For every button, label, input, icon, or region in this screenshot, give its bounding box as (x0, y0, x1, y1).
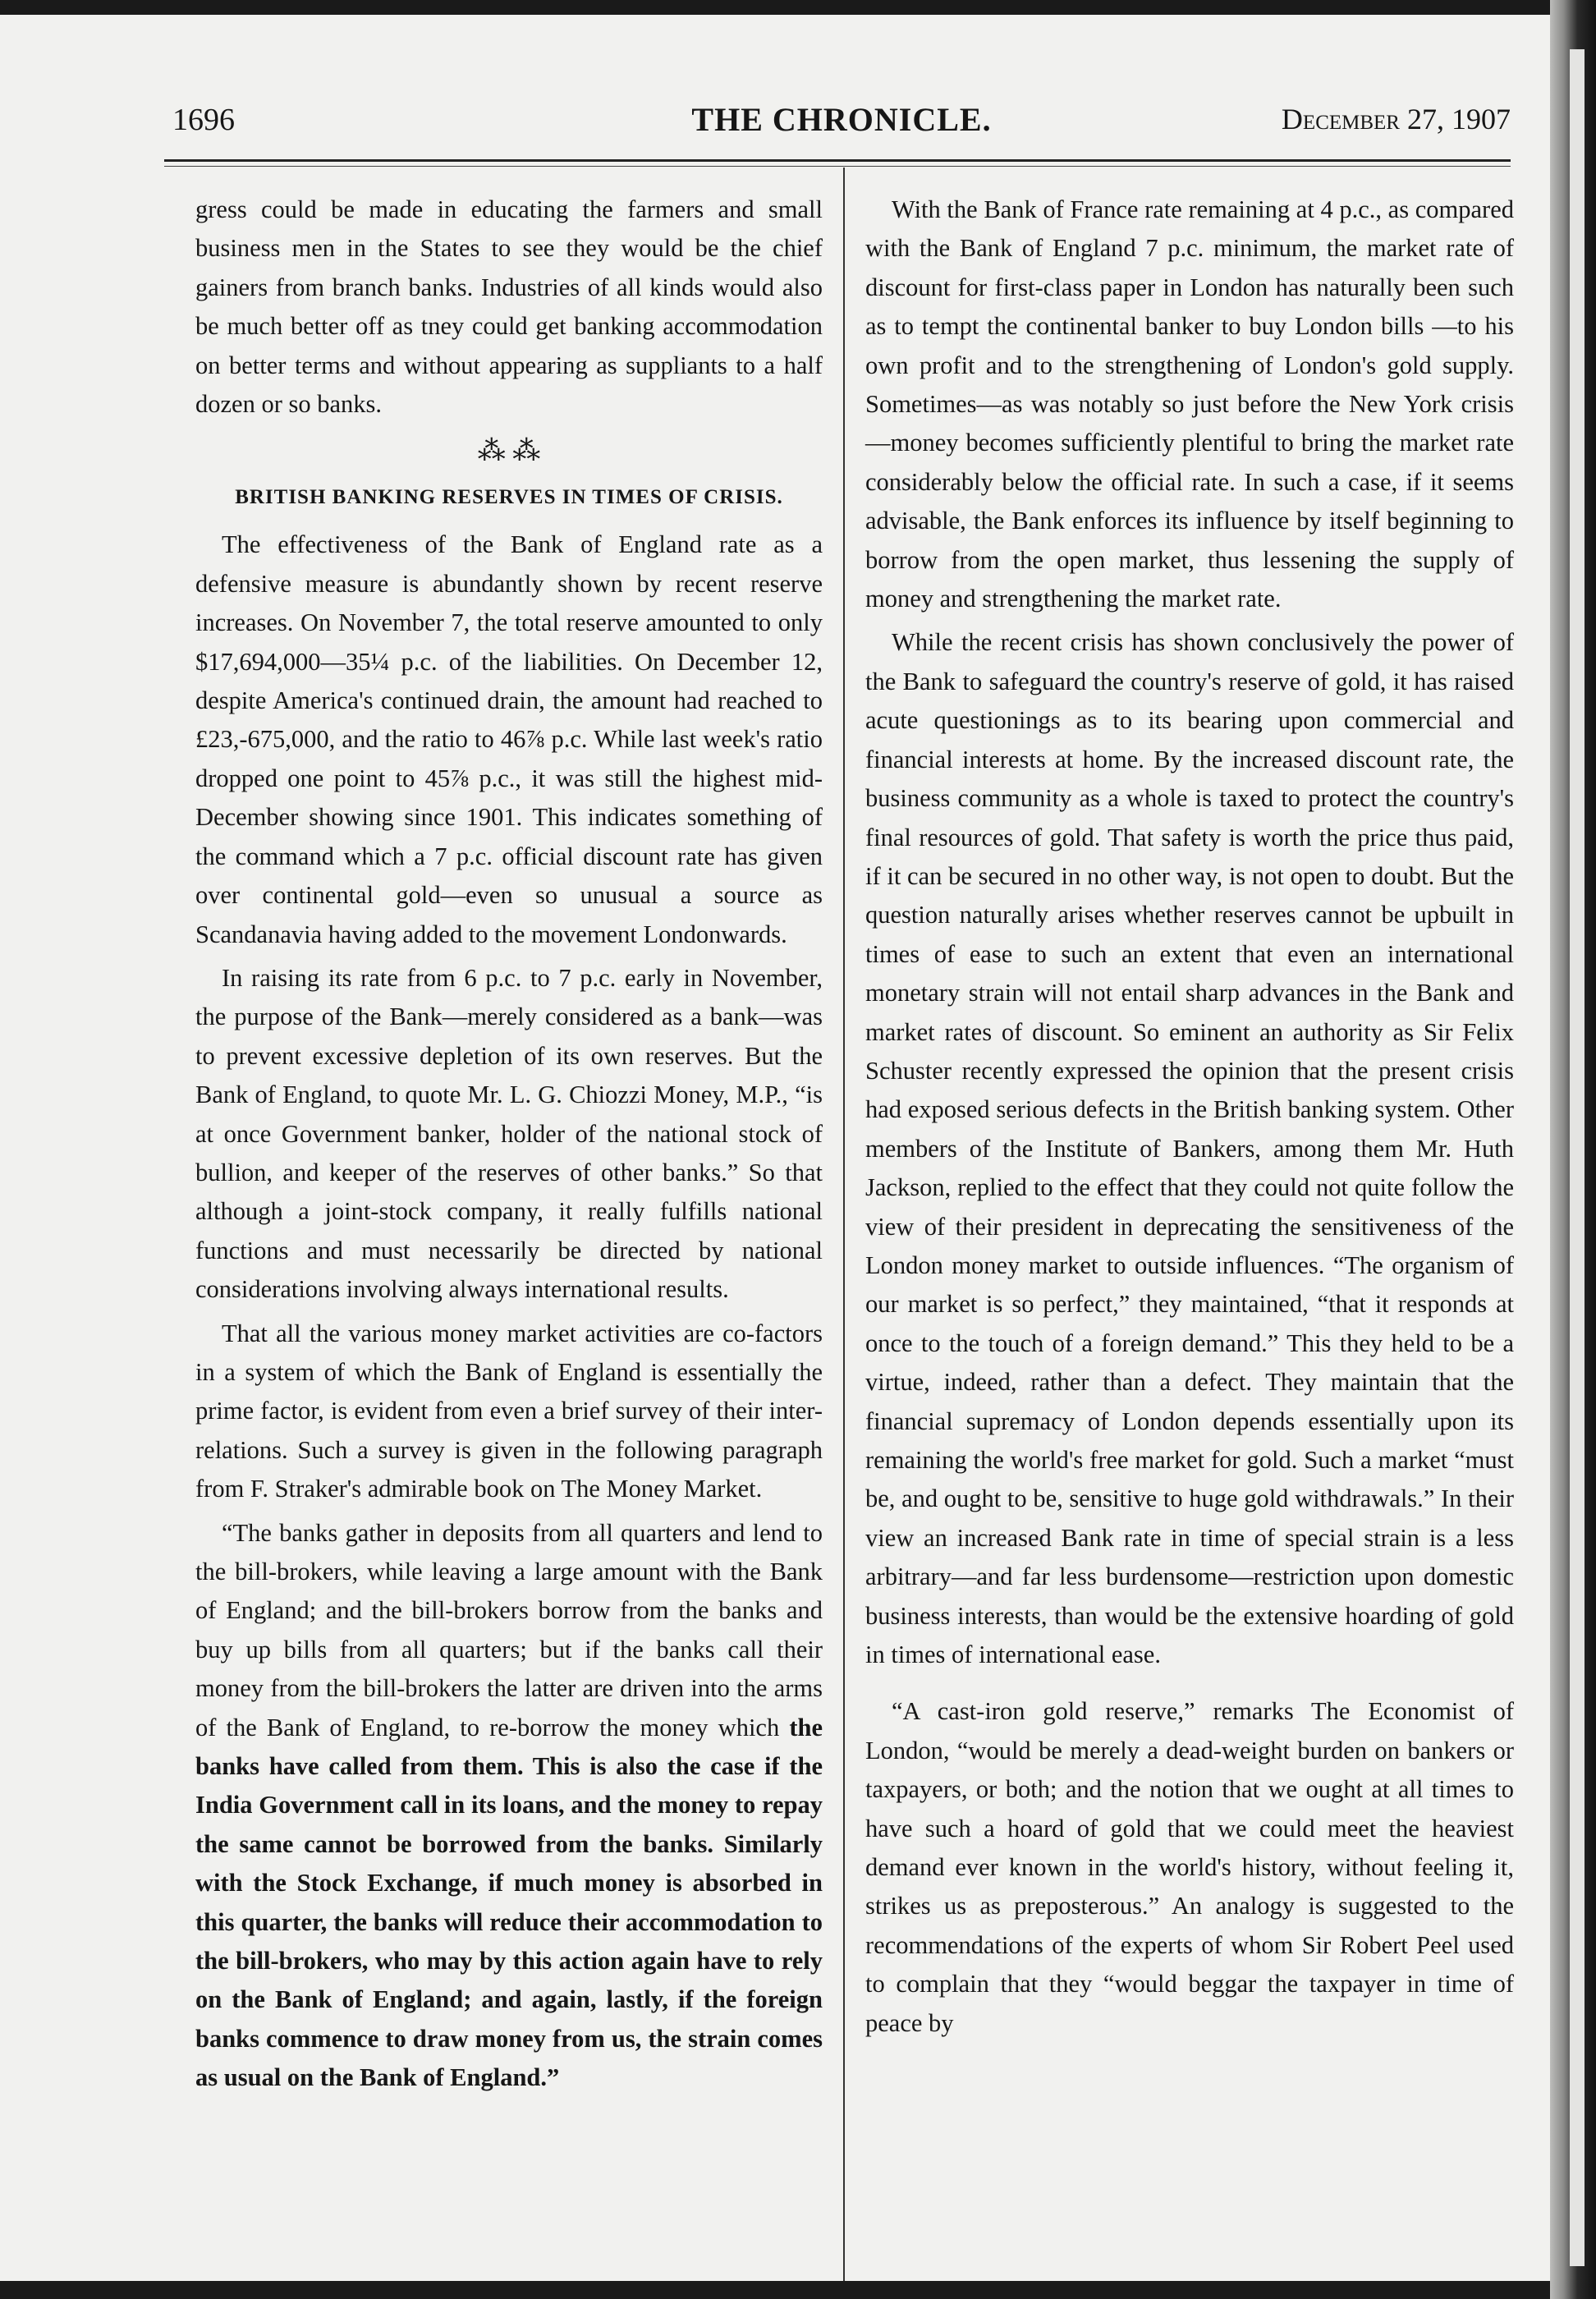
right-column (865, 190, 1514, 2043)
paragraph: That all the various money market activities are co-factors in a system of which the Bank of England is essentially the prime factor, is evident from even a brief survey of their inter-relations. Such a survey is given in the following paragraph from F. Straker's admirable book on The Money Market. (195, 1319, 823, 1503)
header-rule-thin (164, 166, 1511, 167)
page-header (172, 90, 1511, 140)
next-page-edge (1570, 49, 1585, 2266)
article-heading: BRITISH BANKING RESERVES IN TIMES OF CRISIS. (235, 486, 783, 509)
paragraph: With the Bank of France rate remaining at 4 p.c., as compared with the Bank of England 7 p.c. minimum, the market rate of discount for first-class paper in London has naturally been such as to tempt the continental banker to buy London bills —to his own profit and to the strengthening of London's gold supply. Sometimes—as was notably so just before the New York crisis—money becomes sufficiently plentiful to bring the market rate considerably below the official rate. In such a case, if it seems advisable, the Bank enforces its influence by itself beginning to borrow from the open market, thus lessening the supply of money and strengthening the market rate. (865, 195, 1514, 613)
header-rule (164, 159, 1511, 162)
quote-paragraph (195, 1514, 823, 2098)
paragraph: While the recent crisis has shown conclusively the power of the Bank to safeguard the country's reserve of gold, it has raised acute questionings as to its bearing upon commercial and financial interests at home. By the increased discount rate, the business community as a whole is taxed to protect the country's final resources of gold. That safety is worth the price thus paid, if it can be secured in no other way, is not open to doubt. But the question naturally arises whether reserves cannot be upbuilt in times of ease to such an extent that even an international monetary strain will not entail sharp advances in the Bank and market rates of discount. So eminent an authority as Sir Felix Schuster recently expressed the opinion that the present crisis had exposed serious defects in the British banking system. Other members of the Institute of Bankers, among them Mr. Huth Jackson, replied to the effect that they could not quite follow the view of their president in deprecating the sensitiveness of the London money market to outside influences. “The organism of our market is so perfect,” they maintained, “that it responds at once to the touch of a foreign demand.” This they held to be a virtue, indeed, rather than a defect. They maintain that the financial supremacy of London depends essentially upon its remaining the world's free market for gold. Such a market “must be, and ought to be, sensitive to huge gold withdrawals.” In their view an increased Bank rate in time of special strain is a less arbitrary—and far less burdensome—restriction upon domestic business interests, than would be the extensive hoarding of gold in times of international ease. (865, 628, 1514, 1669)
publication-title: THE CHRONICLE. (691, 101, 992, 138)
issue-date: December 27, 1907 (1281, 103, 1511, 135)
newspaper-page (0, 15, 1550, 2281)
quote-text: “The banks gather in deposits from all quarters and lend to the bill-brokers, while leaving a large amount with the Bank of England; and the bill-brokers borrow from the banks and buy up bills from all quarters; but if the banks call their money from the bill-brokers the latter are driven into the arms of the Bank of England, to re-borrow the money which (195, 1518, 823, 1741)
paragraph: The effectiveness of the Bank of England rate as a defensive measure is abundantly shown by recent reserve increases. On November 7, the total reserve amounted to only $17,694,000—35¼ p.c. of the liabilities. On December 12, despite America's continued drain, the amount had reached to £23,-675,000, and the ratio to 46⅞ p.c. While last week's ratio dropped one point to 45⅞ p.c., it was still the highest mid-December showing since 1901. This indicates something of the command which a 7 p.c. official discount rate has given over continental gold—even so unusual a source as Scandanavia having added to the movement Londonwards. (195, 530, 823, 948)
left-column (195, 190, 823, 2098)
paragraph: “A cast-iron gold reserve,” remarks The Economist of London, “would be merely a dead-weight burden on bankers or taxpayers, or both; and the notion that we ought at all times to have such a hoard of gold that we could meet the heaviest demand ever known in the world's history, without feeling it, strikes us as preposterous.” An analogy is suggested to the recommendations of the experts of whom Sir Robert Peel used to complain that they “would beggar the taxpayer in time of peace by (865, 1697, 1514, 2037)
paragraph: In raising its rate from 6 p.c. to 7 p.c. early in November, the purpose of the Bank—merely considered as a bank—was to prevent excessive depletion of its own reserves. But the Bank of England, to quote Mr. L. G. Chiozzi Money, M.P., “is at once Government banker, holder of the national stock of bullion, and keeper of the reserves of other banks.” So that although a joint-stock company, it really fulfills national functions and must necessarily be directed by national considerations involving always international results. (195, 963, 823, 1304)
column-divider (843, 167, 845, 2281)
quote-text-bold: the banks have called from them. This is also the case if the India Government call in its loans, and the money to repay the same cannot be borrowed from the banks. Similarly with the Stock Exchange, if much money is absorbed in this quarter, the banks will reduce their accommodation to the bill-brokers, who may by this action again have to rely on the Bank of England; and again, lastly, if the foreign banks commence to draw money from us, the strain comes as usual on the Bank of England.” (195, 1713, 823, 2092)
section-ornament: ⁂ ⁂ (477, 436, 541, 467)
paragraph: gress could be made in educating the farmers and small business men in the States to see they would be the chief gainers from branch banks. Industries of all kinds would also be much better off as tney could get banking accommodation on better terms and without appearing as suppliants to a half dozen or so banks. (195, 195, 823, 419)
page-number: 1696 (172, 103, 235, 137)
